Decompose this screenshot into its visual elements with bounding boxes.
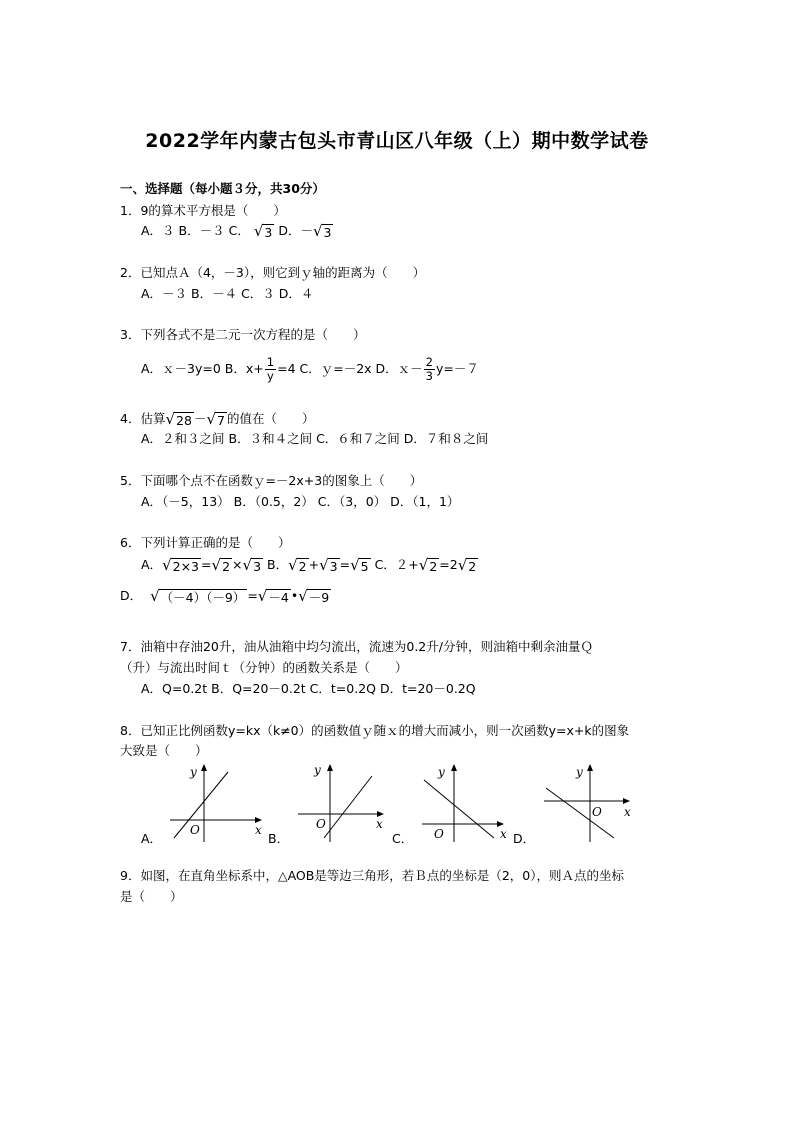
question-8-stem-line1: 8．已知正比例函数y=kx（k≠0）的函数值ｙ随ｘ的增大而减小，则一次函数y=x+k的图象: [120, 723, 630, 738]
sqrt-3: √ 3: [312, 222, 332, 240]
q1-option-c: C．: [228, 223, 250, 238]
question-3-options: A．ｘ－3y=0 B．x+ $\frac{1}{y}$ =4 C．ｙ=－2x D．ｘ－ $\frac{2}{3}$ y=－７: [141, 355, 479, 383]
fraction-1-over-y: $\frac{1}{y}$: [266, 355, 275, 383]
question-5-stem: 5．下面哪个点不在函数ｙ=－2x+3的图象上（ ）: [120, 473, 423, 488]
q1-option-b: B．－３: [178, 223, 225, 238]
sqrt-28: √ 28: [165, 410, 192, 428]
question-6-stem: 6．下列计算正确的是（ ）: [120, 535, 291, 550]
origin-label: O: [316, 817, 326, 831]
question-6-options-abc: A． √ 2×3 = √ 2 × √ 3 B． √ 2 + √ 3 = √ 5 C．２+ √ 2 =2 √ 2: [141, 556, 477, 574]
q8-label-a: A．: [141, 831, 163, 846]
q8-graph-a: [162, 762, 268, 844]
svg-text:x: x: [255, 823, 262, 837]
q1-option-d: D．－: [278, 223, 313, 238]
question-9-stem-line2: 是（ ）: [120, 889, 183, 904]
q8-label-d: D．: [513, 831, 536, 846]
q8-graph-b: [294, 762, 394, 844]
question-2-stem: 2．已知点Ａ（4，－3），则它到ｙ轴的距离为（ ）: [120, 265, 426, 280]
origin-label: O: [190, 823, 200, 837]
svg-text:x: x: [376, 817, 383, 831]
question-9-stem-line1: 9．如图，在直角坐标系中，△AOB是等边三角形，若Ｂ点的坐标是（2，0），则Ａ点的坐标: [120, 868, 624, 883]
question-7-stem-line2: （升）与流出时间ｔ（分钟）的函数关系是（ ）: [120, 660, 408, 675]
svg-text:y: y: [438, 765, 445, 779]
question-7-stem-line1: 7．油箱中存油20升，油从油箱中均匀流出，流速为0.2升/分钟，则油箱中剩余油量Ｑ: [120, 639, 593, 654]
svg-text:x: x: [624, 805, 631, 819]
q8-graph-d: [540, 762, 640, 844]
sqrt-3: √ 3: [253, 222, 273, 240]
svg-text:y: y: [190, 765, 197, 779]
question-4-options: A．２和３之间 B．３和４之间 C．６和７之间 D．７和８之间: [141, 431, 489, 446]
origin-label: O: [592, 805, 602, 819]
svg-text:y: y: [576, 765, 583, 779]
question-8-stem-line2: 大致是（ ）: [120, 743, 208, 758]
svg-text:x: x: [500, 827, 507, 841]
q8-graph-c: [420, 762, 518, 844]
q1-option-a: A．３: [141, 223, 175, 238]
origin-label: O: [434, 827, 444, 841]
question-2-options: A．－３ B．－４ C．３ D．４: [141, 286, 314, 301]
page-title: 2022学年内蒙古包头市青山区八年级（上）期中数学试卷: [145, 130, 649, 152]
question-3-stem: 3．下列各式不是二元一次方程的是（ ）: [120, 327, 366, 342]
fraction-2-over-3: $\frac{2}{3}$: [425, 355, 433, 383]
svg-text:y: y: [314, 763, 321, 777]
question-1-stem: 1．9的算术平方根是（ ）: [120, 203, 286, 218]
sqrt-7: √ 7: [206, 410, 225, 428]
question-7-options: A．Q=0.2t B．Q=20－0.2t C．t=0.2Q D．t=20－0.2Q: [141, 681, 476, 696]
q8-label-b: B．: [268, 831, 290, 846]
section-heading: 一、选择题（每小题３分，共30分）: [120, 181, 325, 196]
question-1-options: [141, 222, 333, 241]
question-6-option-d: D． √ （－4）（－9） = √ －4 • √ －9: [120, 587, 330, 605]
question-4-stem: 4．估算 √ 28 － √ 7 的值在（ ）: [120, 410, 315, 428]
question-5-options: A．（－5，13） B．（0.5，2） C．（3，0） D．（1，1）: [141, 494, 460, 509]
q8-label-c: C．: [392, 831, 414, 846]
